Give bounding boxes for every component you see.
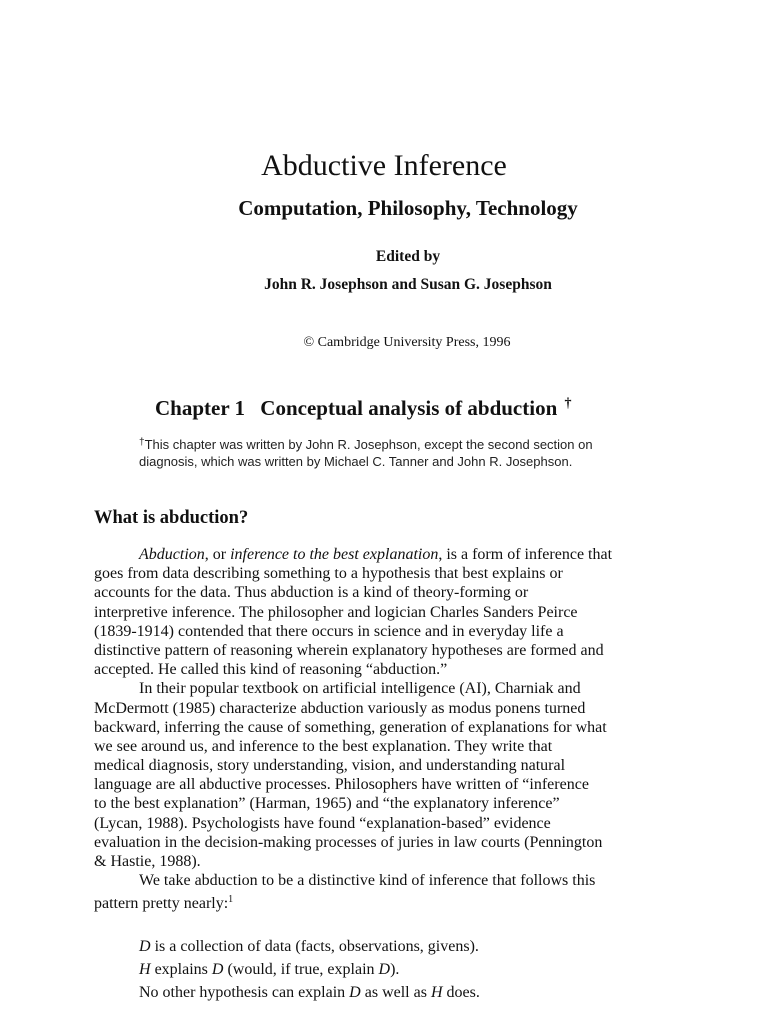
paragraph-3-line: pattern pretty nearly:$^1$ [94, 894, 234, 913]
editors-names: John R. Josephson and Susan G. Josephson [264, 276, 552, 293]
term-abduction: Abduction [139, 546, 205, 563]
book-subtitle: Computation, Philosophy, Technology [238, 196, 578, 220]
paragraph-2-line: backward, inferring the cause of something, generation of explanations for what [94, 718, 607, 736]
chapter-number: Chapter 1 [155, 396, 246, 420]
paragraph-2-line: & Hastie, 1988). [94, 853, 201, 870]
symbol-d: D [349, 984, 361, 1001]
paragraph-2-line: McDermott (1985) characterize abduction variously as modus ponens turned [94, 699, 586, 717]
pattern-line-no-other: No other hypothesis can explain D as well as H does. [139, 984, 480, 1001]
chapter-footnote [139, 433, 619, 471]
paragraph-2-line: (Lycan, 1988). Psychologists have found “explanation-based” evidence [94, 814, 551, 832]
symbol-h: H [139, 961, 151, 978]
term-best-explanation: inference to the best explanation [230, 546, 439, 563]
paragraph-2-line: medical diagnosis, story understanding, vision, and understanding natural [94, 757, 566, 775]
abduction-pattern [139, 935, 480, 1004]
paragraph-1-line: Abduction, or inference to the best explanation, is a form of inference that [139, 546, 613, 563]
chapter-title: Conceptual analysis of abduction [260, 396, 558, 420]
paragraph-1-line: (1839-1914) contended that there occurs in science and in everyday life a [94, 622, 564, 640]
paragraph-1-line: goes from data describing something to a hypothesis that best explains or [94, 565, 563, 583]
chapter-heading [155, 390, 572, 422]
symbol-d: D [139, 938, 151, 955]
symbol-d: D [211, 961, 224, 978]
paragraph-1-line: accepted. He called this kind of reasoning “abduction.” [94, 661, 448, 679]
pattern-line-data: D is a collection of data (facts, observations, givens). [139, 938, 479, 955]
paragraph-2-line: language are all abductive processes. Philosophers have written of “inference [94, 776, 589, 794]
paragraph-2-line: evaluation in the decision-making processes of juries in law courts (Pennington [94, 833, 603, 851]
paragraph-1-line: accounts for the data. Thus abduction is a kind of theory-forming or [94, 584, 529, 602]
paragraph-1-line: distinctive pattern of reasoning wherein explanatory hypotheses are formed and [94, 641, 604, 659]
paragraph-2-line: to the best explanation” (Harman, 1965) and “the explanatory inference” [94, 795, 560, 813]
paragraph-2-line: In their popular textbook on artificial intelligence (AI), Charniak and [139, 680, 581, 698]
edited-by-label: Edited by [375, 248, 441, 265]
footnote-dagger: † [139, 437, 145, 448]
footnote-line: †This chapter was written by John R. Josephson, except the second section on [139, 437, 593, 452]
footnote-line: diagnosis, which was written by Michael C. Tanner and John R. Josephson. [139, 454, 573, 470]
paragraph-2-line: we see around us, and inference to the best explanation. They write that [94, 737, 553, 755]
paragraph-1-line: interpretive inference. The philosopher and logician Charles Sanders Peirce [94, 603, 578, 621]
symbol-h: H [430, 984, 443, 1001]
copyright-notice: © Cambridge University Press, 1996 [303, 335, 511, 350]
chapter-dagger-mark: † [564, 396, 572, 411]
body-text [94, 545, 694, 913]
pattern-line-explains: H explains D (would, if true, explain D). [139, 961, 400, 978]
paragraph-3-line: We take abduction to be a distinctive kind of inference that follows this [139, 872, 596, 890]
symbol-d: D [378, 961, 391, 978]
book-title: Abductive Inference [261, 149, 507, 182]
section-heading: What is abduction? [94, 508, 249, 528]
footnote-reference: 1 [228, 894, 234, 906]
